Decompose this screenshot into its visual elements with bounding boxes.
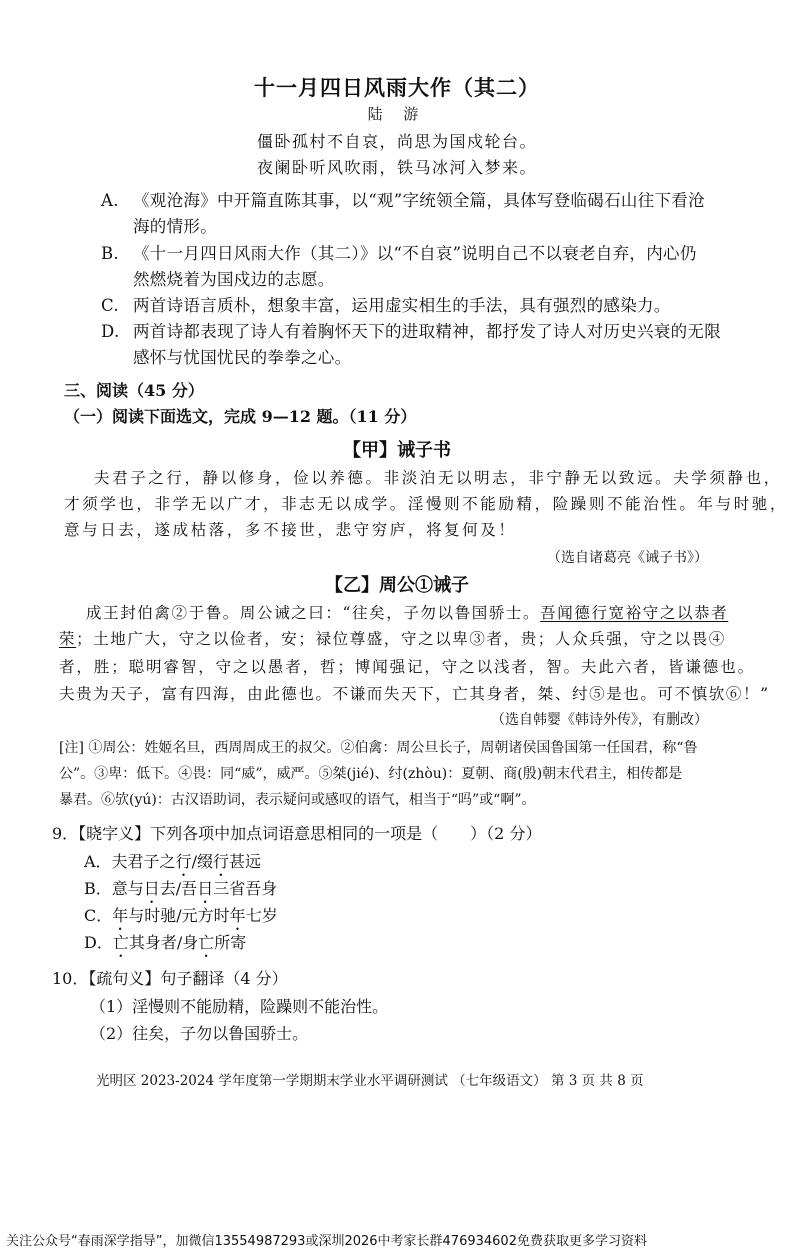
q8-option-b-cont: 然燃烧着为国戍边的志愿。	[133, 270, 335, 289]
q8-option-d-cont: 感怀与忧国忧民的拳拳之心。	[133, 348, 352, 367]
q10-item-2: （2）往矣，子勿以鲁国骄士。	[90, 1024, 309, 1043]
q10-item-1: （1）淫慢则不能励精，险躁则不能治性。	[90, 997, 389, 1016]
poem-author: 陆 游	[367, 105, 427, 123]
text-b-line-1: 成王封伯禽②于鲁。周公诫之曰：“往矣，子勿以鲁国骄士。吾闻德行宽裕守之以恭者	[86, 604, 729, 622]
q9-stem: 9．【晓字义】下列各项中加点词语意思相同的一项是（ ）（2 分）	[52, 824, 542, 843]
text-b-line-2: 荣；土地广大，守之以俭者，安；禄位尊盛，守之以卑③者，贵；人众兵强，守之以畏④	[59, 630, 726, 648]
q10-stem: 10．【疏句义】句子翻译（4 分）	[52, 969, 288, 988]
section-subheading: （一）阅读下面选文，完成 9—12 题。（11 分）	[64, 407, 417, 426]
note-line-2: 公”。③卑：低下。④畏：同“威”，威严。⑤桀(jié)、纣(zhòu)：夏朝、商(殷)朝末代君主，相传都是	[59, 766, 683, 782]
text-b-line-4: 夫贵为天子，富有四海，由此德也。不谦而失天下，亡其身者，桀、纣⑤是也。可不慎欤⑥！”	[59, 685, 770, 703]
q9-option-a: A．夫君子之行/缀行甚远	[84, 852, 262, 871]
q8-option-a: A. 《观沧海》中开篇直陈其事，以“观”字统领全篇，具体写登临碣石山往下看沧	[101, 191, 705, 210]
q8-option-d: D. 两首诗都表现了诗人有着胸怀天下的进取精神，都抒发了诗人对历史兴衰的无限	[101, 322, 721, 341]
poem-line-2: 夜阑卧听风吹雨，铁马冰河入梦来。	[256, 158, 537, 177]
underlined-sentence: 吾闻德行宽裕守之以恭者	[540, 604, 729, 622]
text-a-line-3: 意与日去，遂成枯落，多不接世，悲守穷庐，将复何及！	[64, 521, 517, 539]
text-a-line-2: 才须学也，非学无以广才，非志无以成学。淫慢则不能励精，险躁则不能治性。年与时驰，	[64, 495, 789, 513]
text-a-title: 【甲】诫子书	[343, 440, 451, 461]
poem-title: 十一月四日风雨大作（其二）	[254, 75, 540, 100]
text-b-source: （选自韩婴《韩诗外传》，有删改）	[491, 712, 708, 728]
q9-option-b: B．意与日去/吾日三省吾身	[84, 879, 278, 898]
poem-line-1: 僵卧孤村不自哀，尚思为国戍轮台。	[256, 132, 537, 151]
text-a-line-1: 夫君子之行，静以修身，俭以养德。非淡泊无以明志，非宁静无以致远。夫学须静也，	[94, 469, 782, 487]
q9-option-c: C．年与时驰/元方时年七岁	[84, 906, 278, 925]
q8-option-b: B. 《十一月四日风雨大作（其二）》以“不自哀”说明自己不以衰老自弃，内心仍	[101, 244, 697, 263]
text-b-line-3: 者，胜；聪明睿智，守之以愚者，哲；博闻强记，守之以浅者，智。夫此六者，皆谦德也。	[59, 658, 756, 676]
q9-option-d: D．亡其身者/身亡所寄	[84, 933, 247, 952]
promo-banner: 关注公众号“春雨深学指导”，加微信13554987293或深圳2026中考家长群476934602免费获取更多学习资料	[6, 1234, 647, 1249]
text-a-source: （选自诸葛亮《诫子书》）	[547, 550, 708, 566]
page-footer: 光明区 2023-2024 学年度第一学期期末学业水平调研测试 （七年级语文） 第 3 页 共 8 页	[96, 1073, 644, 1089]
section-heading: 三、阅读（45 分）	[64, 381, 204, 400]
note-line-1: [注] ①周公：姓姬名旦，西周周成王的叔父。②伯禽：周公旦长子，周朝诸侯国鲁国第一任国君，称“鲁	[59, 740, 698, 756]
q8-option-a-cont: 海的情形。	[133, 217, 217, 236]
q8-option-c: C. 两首诗语言质朴，想象丰富，运用虚实相生的手法，具有强烈的感染力。	[101, 296, 671, 315]
text-b-title: 【乙】周公①诫子	[325, 575, 469, 596]
note-line-3: 暴君。⑥欤(yú)：古汉语助词，表示疑问或感叹的语气，相当于“吗”或“啊”。	[59, 792, 536, 808]
